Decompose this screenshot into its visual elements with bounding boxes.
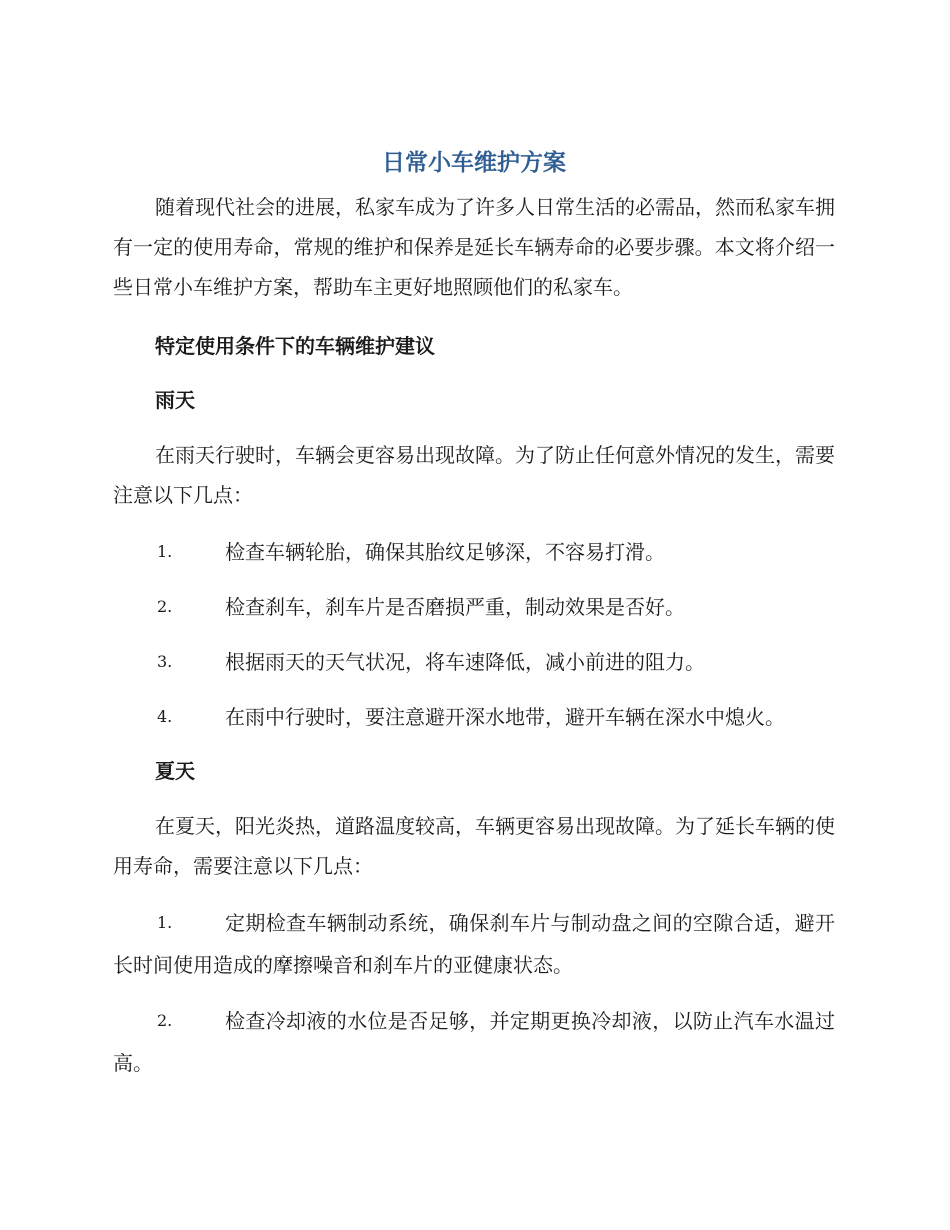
document-title: 日常小车维护方案	[382, 150, 566, 176]
list-item-text: 检查冷却液的水位是否足够，并定期更换冷却液，以防止汽车水温过高。	[113, 1009, 835, 1075]
list-item	[113, 586, 835, 628]
rainy-intro-paragraph: 在雨天行驶时，车辆会更容易出现故障。为了防止任何意外情况的发生，需要注意以下几点：	[113, 443, 835, 507]
list-item-text: 根据雨天的天气状况，将车速降低，减小前进的阻力。	[225, 650, 705, 674]
list-item	[113, 641, 835, 683]
list-item	[113, 902, 835, 986]
list-item	[113, 696, 835, 738]
list-number: 4.	[157, 707, 173, 726]
list-number: 2.	[157, 1011, 173, 1030]
list-item-text: 检查车辆轮胎，确保其胎纹足够深，不容易打滑。	[225, 540, 665, 564]
list-item	[113, 531, 835, 573]
list-number: 1.	[157, 542, 173, 561]
summer-heading: 夏天	[155, 759, 195, 783]
section-heading: 特定使用条件下的车辆维护建议	[155, 334, 435, 358]
list-number: 3.	[157, 652, 173, 671]
list-number: 2.	[157, 597, 173, 616]
list-item-text: 定期检查车辆制动系统，确保刹车片与制动盘之间的空隙合适，避开长时间使用造成的摩擦噪音和刹车片的亚健康状态。	[113, 911, 835, 977]
list-item	[113, 1000, 835, 1084]
intro-paragraph: 随着现代社会的进展，私家车成为了许多人日常生活的必需品，然而私家车拥有一定的使用寿命，常规的维护和保养是延长车辆寿命的必要步骤。本文将介绍一些日常小车维护方案，帮助车主更好地照顾他们的私家车。	[113, 195, 835, 299]
list-item-text: 检查刹车，刹车片是否磨损严重，制动效果是否好。	[225, 595, 685, 619]
list-item-text: 在雨中行驶时，要注意避开深水地带，避开车辆在深水中熄火。	[225, 705, 785, 729]
rainy-heading: 雨天	[155, 388, 195, 412]
summer-intro-paragraph: 在夏天，阳光炎热，道路温度较高，车辆更容易出现故障。为了延长车辆的使用寿命，需要注意以下几点：	[113, 814, 835, 878]
list-number: 1.	[157, 913, 173, 932]
